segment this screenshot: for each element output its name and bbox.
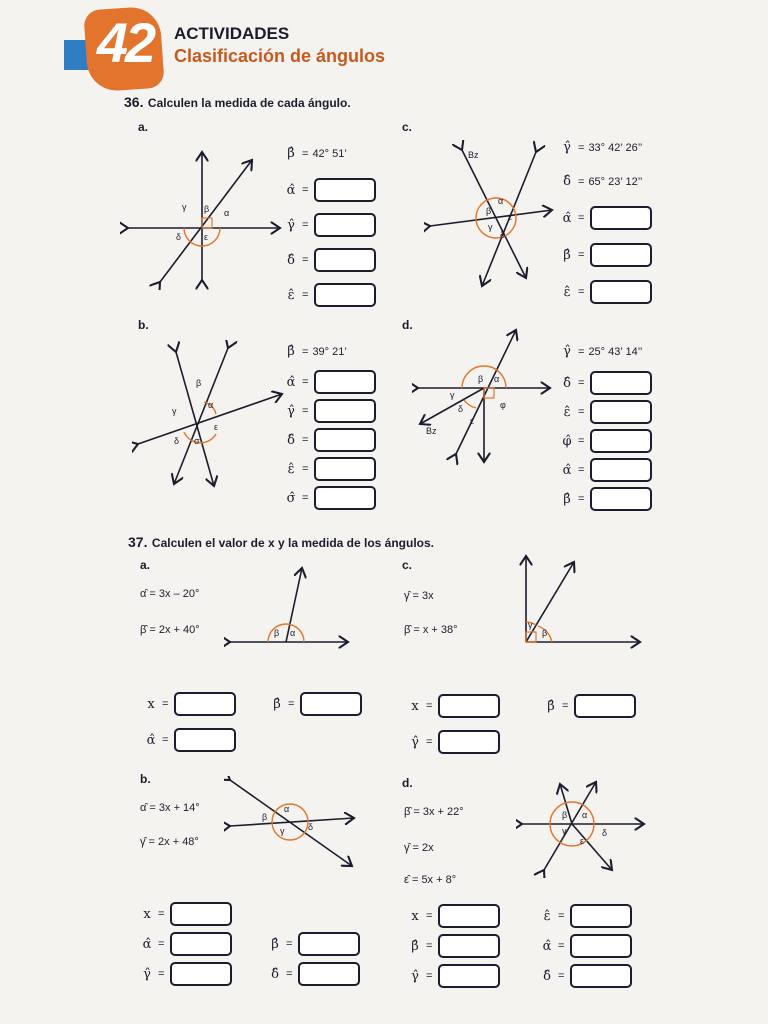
answer-box[interactable] bbox=[590, 458, 652, 482]
fig-37d-label: γ bbox=[562, 826, 567, 836]
answer-box[interactable] bbox=[590, 371, 652, 395]
ex37-b-eq1: α̂ = 3x + 14° bbox=[140, 802, 200, 814]
ex37-b-answer: γ̂ = bbox=[140, 962, 232, 986]
ex36-b-figure bbox=[132, 340, 288, 492]
exercise-37-number: 37. bbox=[128, 534, 148, 550]
angle-symbol: α̂ bbox=[562, 462, 572, 478]
answer-box[interactable] bbox=[590, 429, 652, 453]
ex36-c-row: δ̂ = 65° 23’ 12’’ bbox=[560, 174, 642, 189]
ex36-d-row: ε̂ = bbox=[560, 400, 652, 424]
answer-box[interactable] bbox=[314, 213, 376, 237]
ex37-d-answer: γ̂ = bbox=[408, 964, 500, 988]
answer-box[interactable] bbox=[314, 370, 376, 394]
ex37-d-figure bbox=[516, 778, 650, 878]
fig-c-label: α bbox=[498, 196, 504, 206]
angle-symbol: β̂ bbox=[287, 146, 295, 161]
ex37-d-eq3: ε̂ = 5x + 8° bbox=[404, 874, 457, 886]
fig-b-label: δ bbox=[174, 436, 180, 446]
ex36-a-row: γ̂ = bbox=[284, 213, 376, 237]
answer-box[interactable] bbox=[314, 248, 376, 272]
ex37-c-eq1: γ̂ = 3x bbox=[404, 590, 434, 602]
ex37-b-eq2: γ̂ = 2x + 48° bbox=[140, 836, 199, 848]
answer-symbol: γ̂ bbox=[411, 734, 419, 750]
answer-symbol: α̂ bbox=[146, 732, 156, 748]
ex36-a-row: δ̂ = bbox=[284, 248, 376, 272]
ex36-d-row: β̂ = bbox=[560, 487, 652, 511]
exercise-36-text: Calculen la medida de cada ángulo. bbox=[147, 96, 351, 110]
fig-c-label: Bz bbox=[468, 150, 479, 160]
fig-37b-label: β bbox=[262, 812, 268, 822]
ex37-d-answer: ε̂ = bbox=[540, 904, 632, 928]
answer-box[interactable] bbox=[298, 962, 360, 986]
answer-box[interactable] bbox=[574, 694, 636, 718]
answer-box[interactable] bbox=[314, 283, 376, 307]
ex36-b-row: β̂ = 39° 21’ bbox=[284, 344, 347, 359]
fig-b-label: β bbox=[196, 378, 202, 388]
fig-a-label: δ bbox=[176, 232, 182, 242]
fig-d-label: φ bbox=[500, 400, 506, 410]
ex36-a-row: ε̂ = bbox=[284, 283, 376, 307]
answer-symbol: α̂ bbox=[142, 936, 152, 952]
angle-symbol: γ̂ bbox=[563, 344, 571, 359]
fig-c-label: β bbox=[486, 206, 492, 216]
angle-symbol: β̂ bbox=[563, 247, 571, 263]
answer-box[interactable] bbox=[438, 730, 500, 754]
answer-box[interactable] bbox=[170, 962, 232, 986]
ex37-b-label: b. bbox=[140, 772, 151, 786]
ex36-a-label: a. bbox=[138, 120, 149, 134]
given-value: 65° 23’ 12’’ bbox=[588, 175, 643, 188]
answer-symbol: β̂ bbox=[547, 698, 555, 714]
fig-a-label: γ bbox=[182, 202, 187, 212]
exercise-37-heading bbox=[128, 534, 434, 552]
ex36-d-row: α̂ = bbox=[560, 458, 652, 482]
ex36-a-figure bbox=[120, 140, 288, 290]
ex36-d-row: δ̂ = bbox=[560, 371, 652, 395]
answer-symbol: x bbox=[143, 906, 151, 922]
ex37-c-figure bbox=[514, 548, 646, 652]
ex37-c-eq2: β̂ = x + 38° bbox=[404, 624, 458, 636]
fig-d-label: α bbox=[494, 374, 500, 384]
given-value: 33° 42’ 26’’ bbox=[588, 141, 643, 154]
exercise-36-heading bbox=[124, 94, 351, 112]
answer-box[interactable] bbox=[314, 486, 376, 510]
fig-d-label: Bz bbox=[426, 426, 437, 436]
ex37-c-answer: γ̂ = bbox=[408, 730, 500, 754]
fig-b-label: ε bbox=[214, 422, 219, 432]
answer-box[interactable] bbox=[170, 902, 232, 926]
answer-symbol: x bbox=[411, 908, 419, 924]
angle-symbol: δ̂ bbox=[287, 252, 295, 268]
ex37-a-eq2: β̂ = 2x + 40° bbox=[140, 624, 200, 636]
angle-symbol: γ̂ bbox=[287, 403, 295, 419]
ex36-d-figure bbox=[412, 326, 558, 466]
fig-c-label: γ bbox=[488, 222, 493, 232]
ex36-d-row: φ̂ = bbox=[560, 429, 652, 453]
ex36-c-row: ε̂ = bbox=[560, 280, 652, 304]
angle-symbol: α̂ bbox=[562, 210, 572, 226]
ex37-a-answer: α̂ = bbox=[144, 728, 236, 752]
fig-37d-label: ε bbox=[580, 836, 585, 846]
fig-b-label: α bbox=[208, 400, 214, 410]
answer-symbol: α̂ bbox=[542, 938, 552, 954]
ex37-c-answer: β̂ = bbox=[544, 694, 636, 718]
answer-box[interactable] bbox=[314, 428, 376, 452]
answer-symbol: x bbox=[147, 696, 155, 712]
fig-a-label: α bbox=[224, 208, 230, 218]
angle-symbol: ε̂ bbox=[287, 461, 295, 477]
answer-box[interactable] bbox=[314, 457, 376, 481]
answer-box[interactable] bbox=[590, 487, 652, 511]
answer-box[interactable] bbox=[314, 178, 376, 202]
answer-symbol: β̂ bbox=[271, 936, 279, 952]
answer-box[interactable] bbox=[570, 934, 632, 958]
fig-37d-label: α bbox=[582, 810, 588, 820]
answer-symbol: δ̂ bbox=[271, 966, 279, 982]
ex36-d-label: d. bbox=[402, 318, 413, 332]
angle-symbol: β̂ bbox=[563, 491, 571, 507]
ex36-b-row: σ̂ = bbox=[284, 486, 376, 510]
section-title: ACTIVIDADES bbox=[174, 24, 290, 43]
ex37-a-answer: x = bbox=[144, 692, 236, 716]
answer-box[interactable] bbox=[438, 694, 500, 718]
ex37-c-answer: x = bbox=[408, 694, 500, 718]
angle-symbol: α̂ bbox=[286, 182, 296, 198]
angle-symbol: δ̂ bbox=[287, 432, 295, 448]
ex36-b-row: δ̂ = bbox=[284, 428, 376, 452]
angle-symbol: σ̂ bbox=[286, 490, 296, 506]
ex37-a-eq1: α̂ = 3x – 20° bbox=[140, 588, 200, 600]
answer-box[interactable] bbox=[438, 904, 500, 928]
fig-37b-label: γ bbox=[280, 826, 285, 836]
ex37-b-figure bbox=[224, 776, 360, 870]
ex36-c-figure bbox=[424, 140, 556, 290]
ex37-b-answer: δ̂ = bbox=[268, 962, 360, 986]
angle-symbol: γ̂ bbox=[287, 217, 295, 233]
answer-symbol: β̂ bbox=[273, 696, 281, 712]
chapter-number: 42 bbox=[96, 11, 154, 74]
fig-a-label: β bbox=[204, 204, 210, 214]
ex36-a-row: β̂ = 42° 51’ bbox=[284, 146, 347, 161]
ex37-d-eq2: γ̂ = 2x bbox=[404, 842, 434, 854]
fig-37d-label: δ bbox=[602, 828, 608, 838]
ex37-d-eq1: β̂ = 3x + 22° bbox=[404, 806, 464, 818]
ex36-b-row: γ̂ = bbox=[284, 399, 376, 423]
ex37-d-answer: α̂ = bbox=[540, 934, 632, 958]
ex36-c-row: γ̂ = 33° 42’ 26’’ bbox=[560, 140, 642, 155]
answer-box[interactable] bbox=[570, 904, 632, 928]
fig-b-label: σ bbox=[194, 436, 200, 446]
ex37-a-answer: β̂ = bbox=[270, 692, 362, 716]
ex37-d-answer: x = bbox=[408, 904, 500, 928]
fig-37b-label: α bbox=[284, 804, 290, 814]
angle-symbol: γ̂ bbox=[563, 140, 571, 155]
fig-a-label: ε bbox=[204, 232, 209, 242]
answer-symbol: ε̂ bbox=[543, 908, 551, 924]
fig-d-label: β bbox=[478, 374, 484, 384]
given-value: 39° 21’ bbox=[312, 345, 347, 358]
fig-37b-label: δ bbox=[308, 822, 314, 832]
ex37-d-answer: β̂ = bbox=[408, 934, 500, 958]
answer-box[interactable] bbox=[590, 400, 652, 424]
answer-symbol: γ̂ bbox=[411, 968, 419, 984]
ex37-c-label: c. bbox=[402, 558, 413, 572]
fig-37d-label: β bbox=[562, 810, 568, 820]
angle-symbol: δ̂ bbox=[563, 174, 571, 189]
angle-symbol: δ̂ bbox=[563, 375, 571, 391]
fig-b-label: γ bbox=[172, 406, 177, 416]
exercise-36-number: 36. bbox=[124, 94, 144, 110]
ex36-b-row: ε̂ = bbox=[284, 457, 376, 481]
answer-symbol: δ̂ bbox=[543, 968, 551, 984]
answer-box[interactable] bbox=[170, 932, 232, 956]
ex36-b-label: b. bbox=[138, 318, 149, 332]
answer-box[interactable] bbox=[298, 932, 360, 956]
fig-d-label: δ bbox=[458, 404, 464, 414]
angle-symbol: ε̂ bbox=[563, 284, 571, 300]
ex37-d-label: d. bbox=[402, 776, 413, 790]
section-subtitle: Clasificación de ángulos bbox=[174, 46, 386, 66]
answer-box[interactable] bbox=[300, 692, 362, 716]
angle-symbol: α̂ bbox=[286, 374, 296, 390]
fig-d-label: γ bbox=[450, 390, 455, 400]
ex37-b-answer: β̂ = bbox=[268, 932, 360, 956]
answer-box[interactable] bbox=[590, 280, 652, 304]
fig-d-label: ε bbox=[470, 416, 475, 426]
ex36-a-row: α̂ = bbox=[284, 178, 376, 202]
fig-37c-label: β bbox=[542, 628, 548, 638]
answer-box[interactable] bbox=[438, 964, 500, 988]
answer-box[interactable] bbox=[570, 964, 632, 988]
ex37-a-label: a. bbox=[140, 558, 151, 572]
angle-symbol: ε̂ bbox=[563, 404, 571, 420]
fig-37a-label: β bbox=[274, 628, 280, 638]
fig-37a-label: α bbox=[290, 628, 296, 638]
answer-symbol: x bbox=[411, 698, 419, 714]
angle-symbol: β̂ bbox=[287, 344, 295, 359]
ex37-a-figure bbox=[224, 562, 354, 654]
fig-c-label: δ bbox=[500, 230, 506, 240]
ex36-d-row: γ̂ = 25° 43’ 14’’ bbox=[560, 344, 642, 359]
answer-box[interactable] bbox=[174, 692, 236, 716]
ex37-b-answer: x = bbox=[140, 902, 232, 926]
angle-symbol: φ̂ bbox=[562, 433, 572, 449]
answer-box[interactable] bbox=[590, 243, 652, 267]
ex37-b-answer: α̂ = bbox=[140, 932, 232, 956]
given-value: 42° 51’ bbox=[312, 147, 347, 160]
angle-symbol: ε̂ bbox=[287, 287, 295, 303]
answer-box[interactable] bbox=[174, 728, 236, 752]
answer-box[interactable] bbox=[590, 206, 652, 230]
given-value: 25° 43’ 14’’ bbox=[588, 345, 643, 358]
fig-37c-label: γ bbox=[528, 620, 533, 630]
exercise-37-text: Calculen el valor de x y la medida de los ángulos. bbox=[151, 536, 435, 550]
answer-symbol: γ̂ bbox=[143, 966, 151, 982]
ex36-c-label: c. bbox=[402, 120, 413, 134]
answer-box[interactable] bbox=[314, 399, 376, 423]
ex36-c-row: β̂ = bbox=[560, 243, 652, 267]
ex36-c-row: α̂ = bbox=[560, 206, 652, 230]
ex37-d-answer: δ̂ = bbox=[540, 964, 632, 988]
answer-box[interactable] bbox=[438, 934, 500, 958]
ex36-b-row: α̂ = bbox=[284, 370, 376, 394]
answer-symbol: β̂ bbox=[411, 938, 419, 954]
fig-c-label: ε bbox=[508, 212, 513, 222]
